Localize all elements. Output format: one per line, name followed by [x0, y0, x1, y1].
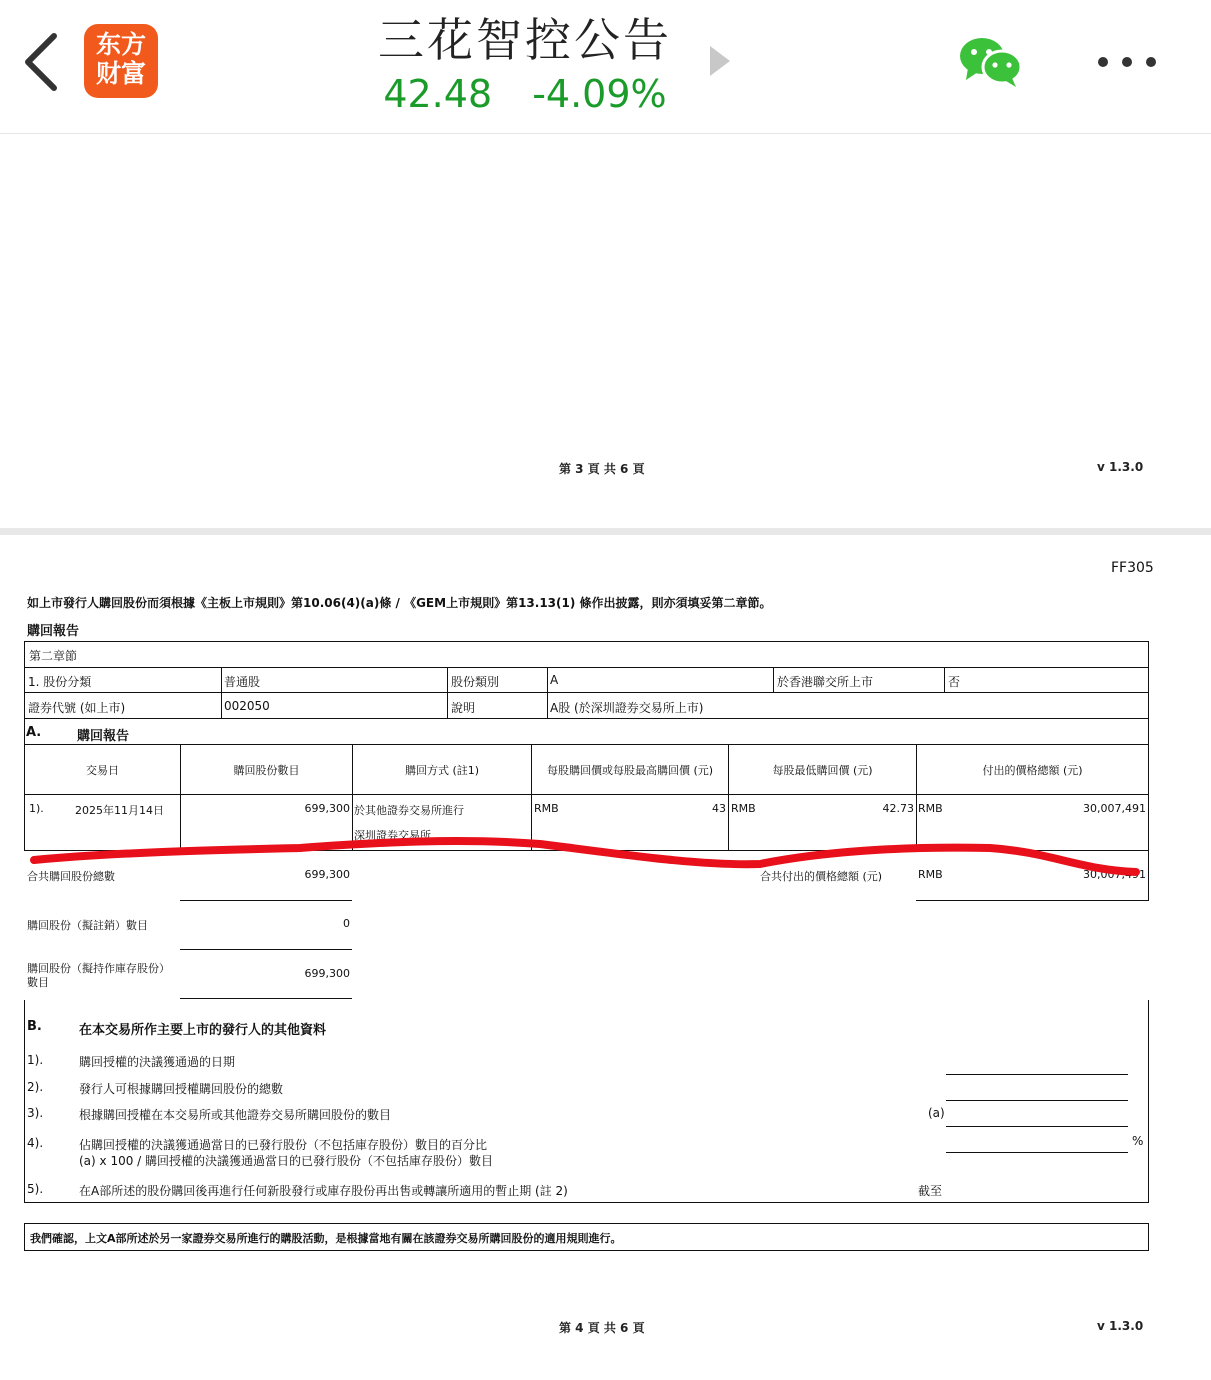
cancel-shares-value: 0 [343, 917, 350, 930]
page-title: 三花智控公告 [378, 13, 672, 67]
next-announcement-icon[interactable] [708, 44, 732, 78]
b-item-mark: 截至 [918, 1184, 943, 1198]
logo-text-line1: 东方 [95, 30, 146, 59]
trade-currency-high: RMB [534, 802, 559, 815]
cancel-shares-label: 購回股份（擬註銷）數目 [27, 919, 148, 932]
stock-quote [350, 72, 700, 116]
b-item-no: 4). [27, 1136, 44, 1150]
total-paid-currency: RMB [918, 868, 943, 881]
section-b-letter: B. [27, 1019, 42, 1034]
b-item-no: 3). [27, 1106, 44, 1120]
b-item-mark: (a) [928, 1106, 945, 1120]
trade-total: 30,007,491 [1083, 802, 1146, 815]
trade-method-line1: 於其他證券交易所進行 [354, 804, 464, 817]
trade-high-price: 43 [712, 802, 726, 815]
stock-code-label: 證券代號 (如上市) [28, 701, 126, 715]
share-type-value: A [550, 673, 559, 687]
b-item-text: 根據購回授權在本交易所或其他證券交易所購回股份的數目 [79, 1108, 392, 1122]
b-item-no: 5). [27, 1182, 44, 1196]
app-logo[interactable] [84, 24, 158, 98]
description-label: 說明 [451, 701, 476, 715]
form-code: FF305 [1111, 560, 1154, 576]
trade-currency-total: RMB [918, 802, 943, 815]
page4-version: v 1.3.0 [1097, 1319, 1144, 1333]
report-title: 購回報告 [27, 624, 80, 639]
col-header-total: 付出的價格總額 (元) [982, 764, 1083, 777]
stock-change: -4.09% [532, 72, 667, 116]
total-paid-label: 合共付出的價格總額 (元) [760, 870, 883, 883]
page3-footer: 第 3 頁 共 6 頁 [559, 462, 645, 476]
b-item-no: 2). [27, 1080, 44, 1094]
col-header-high-price: 每股購回價或每股最高購回價 (元) [546, 764, 714, 777]
b-item-no: 1). [27, 1053, 44, 1067]
b-item-text: 佔購回授權的決議獲通過當日的已發行股份（不包括庫存股份）數目的百分比 [79, 1138, 488, 1152]
trade-shares: 699,300 [304, 802, 350, 815]
more-options-icon[interactable] [1096, 54, 1158, 70]
description-value: A股 (於深圳證券交易所上市) [550, 701, 704, 715]
treasury-shares-value: 699,300 [304, 967, 350, 980]
stock-price: 42.48 [383, 72, 493, 116]
hk-listed-value: 否 [948, 675, 961, 689]
logo-text-line2: 财富 [95, 59, 146, 88]
page3-version: v 1.3.0 [1097, 460, 1144, 474]
back-icon[interactable] [20, 30, 64, 94]
b-item-text: 發行人可根據購回授權購回股份的總數 [79, 1082, 284, 1096]
section-b-title: 在本交易所作主要上市的發行人的其他資料 [79, 1023, 327, 1038]
section-a-letter: A. [26, 725, 42, 740]
col-header-low-price: 每股最低購回價 (元) [772, 764, 873, 777]
intro-text: 如上市發行人購回股份而須根據《主板上市規則》第10.06(4)(a)條 / 《GEM上市規則》第13.13(1) 條作出披露，則亦須填妥第二章節。 [27, 596, 772, 610]
stock-code-value: 002050 [224, 699, 270, 713]
share-class-value: 普通股 [224, 675, 261, 689]
page4-footer: 第 4 頁 共 6 頁 [559, 1321, 645, 1335]
share-type-label: 股份類別 [451, 675, 500, 689]
hk-listed-label: 於香港聯交所上市 [777, 675, 874, 689]
total-shares-label: 合共購回股份總數 [27, 870, 115, 883]
chapter-label: 第二章節 [29, 649, 78, 663]
treasury-shares-label-line2: 數目 [27, 976, 49, 989]
b-item-text: 在A部所述的股份購回後再進行任何新股發行或庫存股份再出售或轉讓所適用的暫止期 (註 2) [79, 1184, 568, 1198]
app-header [0, 0, 1211, 134]
trade-date: 2025年11月14日 [75, 804, 164, 817]
col-header-date: 交易日 [86, 764, 119, 777]
treasury-shares-label-line1: 購回股份（擬持作庫存股份） [27, 962, 170, 975]
b-item-text: 購回授權的決議獲通過的日期 [79, 1055, 236, 1069]
b-item-text-line2: (a) x 100 / 購回授權的決議獲通過當日的已發行股份（不包括庫存股份）數目 [79, 1154, 494, 1168]
total-shares-value: 699,300 [304, 868, 350, 881]
red-annotation-stroke [0, 830, 1211, 890]
wechat-share-icon[interactable] [958, 34, 1024, 88]
col-header-shares: 購回股份數目 [233, 764, 300, 777]
trade-method-line2: 深圳證券交易所 [354, 829, 431, 842]
section-a-title: 購回報告 [77, 729, 130, 744]
confirmation-text: 我們確認，上文A部所述於另一家證券交易所進行的購股活動，是根據當地有關在該證券交易所購回股份的適用規則進行。 [30, 1232, 622, 1245]
trade-no: 1). [29, 802, 44, 815]
confirmation-box [24, 1223, 1149, 1251]
share-class-label: 1. 股份分類 [28, 675, 92, 689]
col-header-method: 購回方式 (註1) [404, 764, 480, 777]
trade-low-price: 42.73 [882, 802, 914, 815]
trade-currency-low: RMB [731, 802, 756, 815]
total-paid-value: 30,007,491 [1083, 868, 1146, 881]
page-separator [0, 528, 1211, 535]
b-item-mark: % [1132, 1134, 1144, 1148]
